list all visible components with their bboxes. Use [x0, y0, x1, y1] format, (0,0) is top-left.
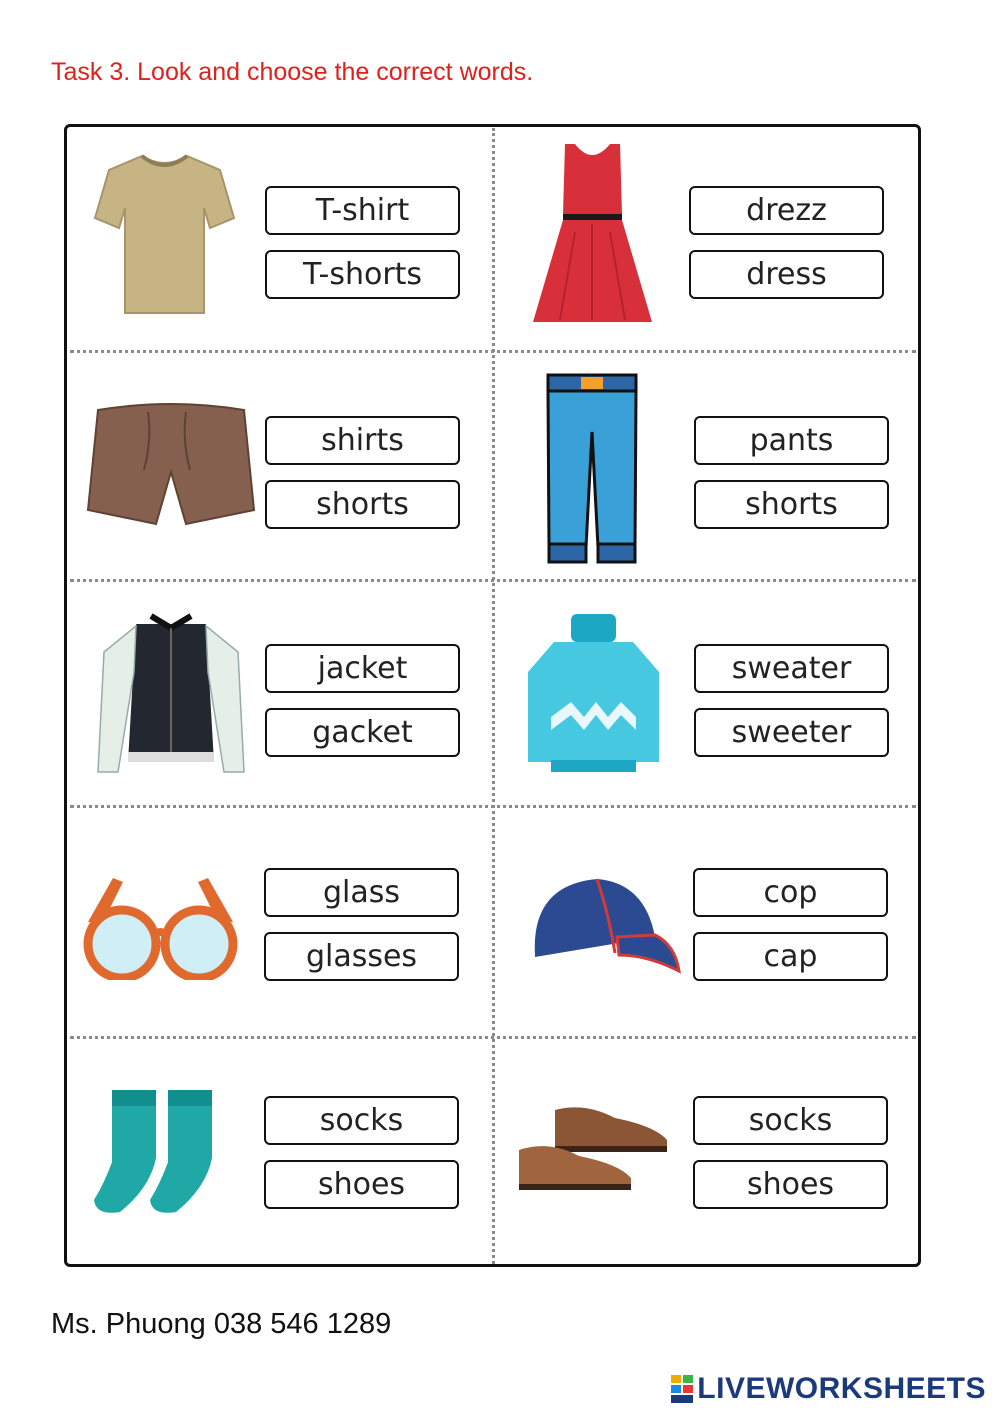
glasses-icon — [78, 870, 243, 980]
option-glass[interactable]: glass — [264, 868, 459, 917]
brand-logo — [671, 1372, 986, 1406]
option-socks[interactable]: socks — [264, 1096, 459, 1145]
sweater-icon — [526, 612, 661, 772]
row-divider — [70, 805, 916, 808]
cap-icon — [527, 875, 682, 977]
option-pants[interactable]: pants — [694, 416, 889, 465]
option-dress[interactable]: dress — [689, 250, 884, 299]
row-divider — [70, 579, 916, 582]
brand-name: LIVEWORKSHEETS — [697, 1372, 986, 1405]
option-socks[interactable]: socks — [693, 1096, 888, 1145]
option-shorts[interactable]: shorts — [265, 480, 460, 529]
option-shoes[interactable]: shoes — [264, 1160, 459, 1209]
option-shoes[interactable]: shoes — [693, 1160, 888, 1209]
t-shirt-icon — [92, 148, 237, 318]
teacher-contact: Ms. Phuong 038 546 1289 — [51, 1308, 392, 1340]
option-drezz[interactable]: drezz — [689, 186, 884, 235]
jacket-icon — [96, 612, 246, 777]
option-cap[interactable]: cap — [693, 932, 888, 981]
option-gacket[interactable]: gacket — [265, 708, 460, 757]
shorts-icon — [86, 400, 256, 535]
option-jacket[interactable]: jacket — [265, 644, 460, 693]
column-divider — [492, 128, 495, 1264]
task-title: Task 3. Look and choose the correct words. — [51, 58, 534, 86]
option-cop[interactable]: cop — [693, 868, 888, 917]
option-t-shirt[interactable]: T-shirt — [265, 186, 460, 235]
dress-icon — [530, 142, 655, 324]
row-divider — [70, 1036, 916, 1039]
row-divider — [70, 350, 916, 353]
socks-icon — [90, 1088, 225, 1218]
option-shorts[interactable]: shorts — [694, 480, 889, 529]
option-glasses[interactable]: glasses — [264, 932, 459, 981]
option-sweater[interactable]: sweater — [694, 644, 889, 693]
option-t-shorts[interactable]: T-shorts — [265, 250, 460, 299]
shoes-icon — [515, 1100, 673, 1200]
pants-icon — [545, 372, 640, 567]
brand-mark-icon — [671, 1375, 693, 1403]
option-sweeter[interactable]: sweeter — [694, 708, 889, 757]
option-shirts[interactable]: shirts — [265, 416, 460, 465]
